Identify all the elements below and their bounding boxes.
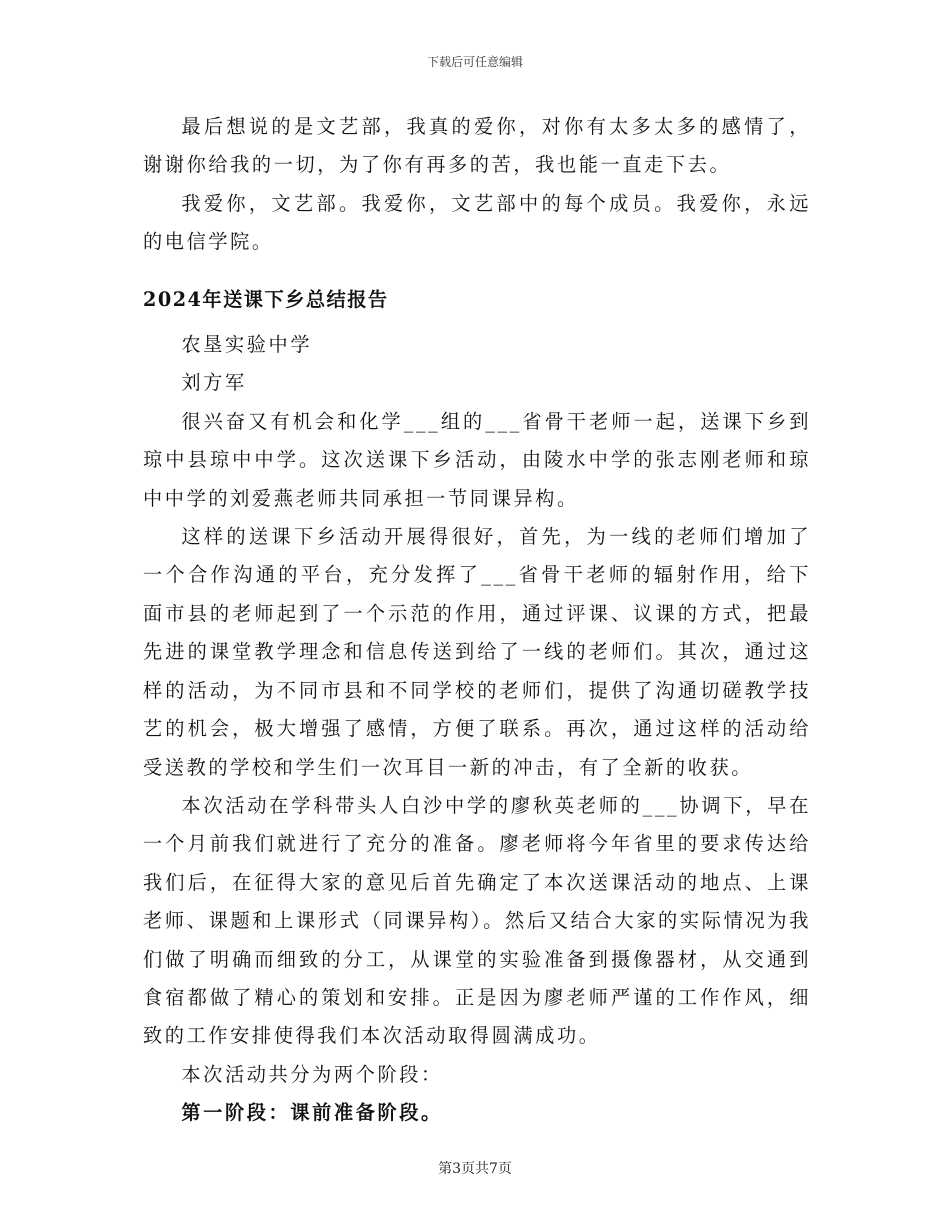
paragraph: 本次活动共分为两个阶段： <box>181 1062 443 1086</box>
stage-heading: 第一阶段：课前准备阶段。 <box>181 1101 443 1125</box>
paragraph: 我爱你，文艺部。我爱你，文艺部中的每个成员。我爱你，永远的电信学院。 <box>143 191 811 254</box>
document-body <box>143 108 811 1133</box>
paragraph: 很兴奋又有机会和化学___组的___省骨干老师一起，送课下乡到琼中县琼中中学。这次送课下乡活动，由陵水中学的张志刚老师和琼中中学的刘爱燕老师共同承担一节同课异构。 <box>143 409 811 510</box>
paragraph: 这样的送课下乡活动开展得很好，首先，为一线的老师们增加了一个合作沟通的平台，充分发挥了___省骨干老师的辐射作用，给下面市县的老师起到了一个示范的作用，通过评课、议课的方式，把最先进的课堂教学理念和信息传送到给了一线的老师们。其次，通过这样的活动，为不同市县和不同学校的老师们，提供了沟通切磋教学技艺的机会，极大增强了感情，方便了联系。再次，通过这样的活动给受送教的学校和学生们一次耳目一新的冲击，有了全新的收获。 <box>143 525 811 779</box>
paragraph: 本次活动在学科带头人白沙中学的廖秋英老师的___协调下，早在一个月前我们就进行了充分的准备。廖老师将今年省里的要求传达给我们后，在征得大家的意见后首先确定了本次送课活动的地点、上课老师、课题和上课形式（同课异构）。然后又结合大家的实际情况为我们做了明确而细致的分工，从课堂的实验准备到摄像器材，从交通到食宿都做了精心的策划和安排。正是因为廖老师严谨的工作作风，细致的工作安排使得我们本次活动取得圆满成功。 <box>143 793 811 1048</box>
paragraph: 最后想说的是文艺部，我真的爱你，对你有太多太多的感情了，谢谢你给我的一切，为了你有再多的苦，我也能一直走下去。 <box>143 115 811 177</box>
author-name: 刘方军 <box>181 371 247 395</box>
page-header: 下载后可任意编辑 <box>426 55 523 69</box>
section-title: 2024年送课下乡总结报告 <box>143 287 389 311</box>
school-name: 农垦实验中学 <box>181 333 313 357</box>
page-footer: 第3页共7页 <box>438 1161 512 1177</box>
